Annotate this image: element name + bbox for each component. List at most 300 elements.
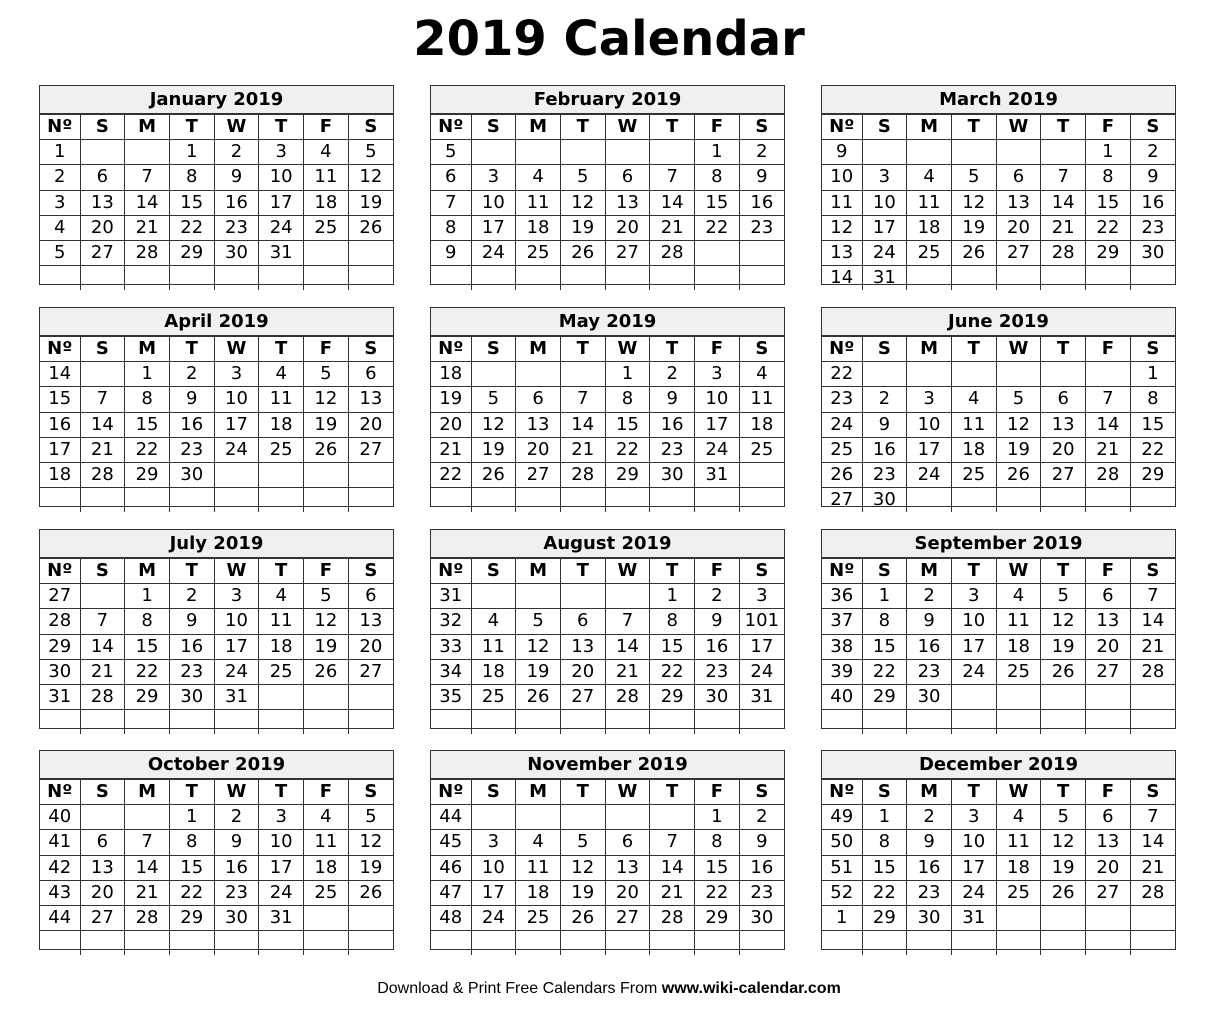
month-days-table — [822, 779, 1175, 955]
day-cell: 16 — [214, 190, 259, 215]
week-row — [822, 437, 1175, 462]
day-cell: 20 — [605, 215, 650, 240]
day-cell: 30 — [169, 684, 214, 709]
day-cell: 29 — [862, 905, 907, 930]
day-cell: 30 — [650, 462, 695, 487]
day-cell — [695, 240, 740, 265]
day-cell: 7 — [1041, 165, 1086, 190]
week-number-cell — [431, 710, 471, 735]
day-cell: 31 — [951, 905, 996, 930]
day-cell: 27 — [516, 462, 561, 487]
week-row — [40, 880, 393, 905]
day-cell — [951, 362, 996, 387]
weekday-header: F — [304, 559, 349, 584]
day-cell: 9 — [695, 609, 740, 634]
weekday-header: S — [739, 780, 784, 805]
month-title: January 2019 — [40, 86, 393, 114]
week-number-cell: 5 — [431, 140, 471, 165]
day-cell — [125, 266, 170, 291]
day-cell: 6 — [560, 609, 605, 634]
day-cell: 19 — [560, 880, 605, 905]
day-cell: 23 — [862, 462, 907, 487]
day-cell: 24 — [214, 437, 259, 462]
day-cell: 20 — [80, 880, 125, 905]
day-cell — [214, 266, 259, 291]
day-cell: 11 — [304, 830, 349, 855]
day-cell: 4 — [907, 165, 952, 190]
day-cell: 27 — [348, 659, 393, 684]
day-cell: 23 — [650, 437, 695, 462]
day-cell: 18 — [996, 634, 1041, 659]
day-cell: 30 — [214, 905, 259, 930]
day-cell: 16 — [1130, 190, 1175, 215]
month-title: October 2019 — [40, 751, 393, 779]
week-number-cell — [40, 710, 80, 735]
day-cell: 31 — [695, 462, 740, 487]
weekday-header: S — [1130, 337, 1175, 362]
day-cell: 21 — [125, 880, 170, 905]
day-cell — [1041, 684, 1086, 709]
day-cell: 6 — [80, 830, 125, 855]
day-cell: 28 — [560, 462, 605, 487]
day-cell — [259, 710, 304, 735]
day-cell: 22 — [1130, 437, 1175, 462]
day-cell: 28 — [80, 684, 125, 709]
month-days-table — [431, 558, 784, 734]
day-cell — [259, 266, 304, 291]
day-cell — [80, 584, 125, 609]
day-cell: 18 — [259, 412, 304, 437]
weekday-header: T — [560, 559, 605, 584]
day-cell — [695, 266, 740, 291]
day-cell: 20 — [516, 437, 561, 462]
week-number-cell: 22 — [822, 362, 862, 387]
week-number-cell: 44 — [40, 905, 80, 930]
footer-site-link[interactable]: www.wiki-calendar.com — [661, 980, 841, 997]
week-number-cell: 33 — [431, 634, 471, 659]
week-row — [822, 880, 1175, 905]
day-cell: 9 — [1130, 165, 1175, 190]
day-cell: 22 — [605, 437, 650, 462]
week-number-cell: 10 — [822, 165, 862, 190]
day-cell: 1 — [862, 805, 907, 830]
day-cell — [739, 462, 784, 487]
weekday-header: S — [348, 337, 393, 362]
day-cell — [304, 266, 349, 291]
day-cell — [907, 488, 952, 513]
day-cell: 8 — [1086, 165, 1131, 190]
day-cell: 6 — [605, 830, 650, 855]
weekday-header: F — [695, 559, 740, 584]
day-cell: 7 — [1130, 805, 1175, 830]
day-cell — [516, 710, 561, 735]
day-cell — [1130, 931, 1175, 956]
weekday-header: W — [605, 115, 650, 140]
day-cell: 18 — [516, 215, 561, 240]
week-number-cell — [431, 931, 471, 956]
day-cell: 22 — [125, 437, 170, 462]
day-cell — [471, 140, 516, 165]
day-cell: 27 — [605, 905, 650, 930]
weekday-header: W — [605, 337, 650, 362]
month-title: December 2019 — [822, 751, 1175, 779]
weekday-header: S — [80, 559, 125, 584]
day-cell: 4 — [471, 609, 516, 634]
day-cell: 23 — [695, 659, 740, 684]
weekday-header: T — [169, 337, 214, 362]
day-cell — [951, 931, 996, 956]
day-cell — [650, 488, 695, 513]
week-number-cell: 11 — [822, 190, 862, 215]
day-cell — [907, 362, 952, 387]
day-cell: 13 — [80, 190, 125, 215]
week-row — [822, 684, 1175, 709]
day-cell — [1041, 905, 1086, 930]
day-cell: 16 — [169, 634, 214, 659]
day-cell — [739, 240, 784, 265]
day-cell: 21 — [1130, 634, 1175, 659]
day-cell: 15 — [695, 190, 740, 215]
day-cell: 6 — [1086, 584, 1131, 609]
week-row — [431, 684, 784, 709]
day-cell: 15 — [862, 855, 907, 880]
week-number-cell: 13 — [822, 240, 862, 265]
day-cell — [1130, 266, 1175, 291]
week-number-cell: 1 — [822, 905, 862, 930]
week-number-cell: 31 — [40, 684, 80, 709]
day-cell: 10 — [907, 412, 952, 437]
day-cell: 25 — [304, 215, 349, 240]
week-row — [431, 710, 784, 735]
day-cell: 12 — [304, 609, 349, 634]
day-cell: 3 — [907, 387, 952, 412]
week-number-cell: 7 — [431, 190, 471, 215]
day-cell: 13 — [80, 855, 125, 880]
day-cell: 13 — [348, 387, 393, 412]
day-cell: 5 — [560, 165, 605, 190]
day-cell: 29 — [1086, 240, 1131, 265]
weekday-header: F — [695, 780, 740, 805]
day-cell: 15 — [605, 412, 650, 437]
weekday-header: F — [1086, 559, 1131, 584]
day-cell: 8 — [125, 387, 170, 412]
day-cell — [348, 931, 393, 956]
day-cell: 15 — [1086, 190, 1131, 215]
day-cell: 1 — [1130, 362, 1175, 387]
day-cell: 26 — [516, 684, 561, 709]
weekday-header: W — [214, 780, 259, 805]
day-cell — [169, 710, 214, 735]
week-number-cell: 23 — [822, 387, 862, 412]
day-cell: 21 — [80, 437, 125, 462]
week-row — [431, 387, 784, 412]
day-cell — [1086, 488, 1131, 513]
day-cell: 3 — [951, 805, 996, 830]
weekday-header: M — [125, 115, 170, 140]
day-cell — [169, 931, 214, 956]
day-cell: 10 — [471, 855, 516, 880]
week-number-header: Nº — [40, 559, 80, 584]
day-cell: 28 — [650, 240, 695, 265]
week-number-cell: 38 — [822, 634, 862, 659]
day-cell: 2 — [907, 584, 952, 609]
day-cell: 11 — [471, 634, 516, 659]
day-cell — [951, 684, 996, 709]
week-number-cell: 17 — [40, 437, 80, 462]
week-row — [431, 462, 784, 487]
day-cell: 4 — [996, 584, 1041, 609]
day-cell: 10 — [214, 609, 259, 634]
week-number-cell: 5 — [40, 240, 80, 265]
day-cell — [471, 805, 516, 830]
day-cell — [304, 905, 349, 930]
day-cell: 11 — [516, 855, 561, 880]
day-cell: 17 — [471, 215, 516, 240]
weekday-header: F — [1086, 115, 1131, 140]
day-cell — [1041, 140, 1086, 165]
day-cell: 6 — [516, 387, 561, 412]
day-cell — [951, 140, 996, 165]
week-number-cell: 46 — [431, 855, 471, 880]
day-cell: 18 — [471, 659, 516, 684]
day-cell — [516, 805, 561, 830]
day-cell: 27 — [1086, 880, 1131, 905]
day-cell: 18 — [304, 855, 349, 880]
day-cell: 23 — [169, 437, 214, 462]
day-cell: 19 — [348, 855, 393, 880]
week-number-cell: 42 — [40, 855, 80, 880]
day-cell — [1086, 905, 1131, 930]
weekday-header: F — [304, 337, 349, 362]
day-cell: 28 — [605, 684, 650, 709]
week-row — [822, 609, 1175, 634]
day-cell: 2 — [169, 362, 214, 387]
day-cell: 10 — [471, 190, 516, 215]
day-cell: 14 — [1041, 190, 1086, 215]
day-cell — [560, 266, 605, 291]
weekday-header: S — [348, 559, 393, 584]
day-cell: 14 — [1130, 830, 1175, 855]
weekday-header: T — [259, 115, 304, 140]
day-cell: 26 — [560, 240, 605, 265]
week-row — [40, 931, 393, 956]
day-cell: 7 — [605, 609, 650, 634]
month-title: February 2019 — [431, 86, 784, 114]
day-cell: 17 — [259, 190, 304, 215]
weekday-header-row — [431, 780, 784, 805]
day-cell: 19 — [516, 659, 561, 684]
week-row — [40, 584, 393, 609]
day-cell — [560, 488, 605, 513]
day-cell: 30 — [907, 684, 952, 709]
day-cell: 26 — [471, 462, 516, 487]
week-number-cell: 50 — [822, 830, 862, 855]
day-cell — [516, 488, 561, 513]
day-cell — [560, 710, 605, 735]
day-cell — [348, 462, 393, 487]
weekday-header: S — [862, 780, 907, 805]
day-cell: 1 — [169, 140, 214, 165]
day-cell — [1086, 684, 1131, 709]
month-calendar — [430, 529, 785, 729]
day-cell: 22 — [125, 659, 170, 684]
week-row — [431, 584, 784, 609]
weekday-header: T — [1041, 559, 1086, 584]
day-cell: 2 — [1130, 140, 1175, 165]
day-cell — [259, 931, 304, 956]
day-cell: 2 — [862, 387, 907, 412]
day-cell: 29 — [169, 905, 214, 930]
weekday-header: S — [1130, 780, 1175, 805]
day-cell: 21 — [650, 880, 695, 905]
weekday-header: S — [471, 780, 516, 805]
weekday-header-row — [431, 115, 784, 140]
day-cell: 5 — [348, 140, 393, 165]
weekday-header-row — [431, 559, 784, 584]
weekday-header: T — [650, 337, 695, 362]
day-cell — [516, 584, 561, 609]
day-cell: 1 — [169, 805, 214, 830]
week-row — [40, 190, 393, 215]
weekday-header: S — [1130, 115, 1175, 140]
day-cell: 18 — [304, 190, 349, 215]
day-cell — [1086, 710, 1131, 735]
day-cell: 19 — [1041, 855, 1086, 880]
week-number-cell — [431, 266, 471, 291]
day-cell: 22 — [695, 880, 740, 905]
week-number-cell: 14 — [40, 362, 80, 387]
weekday-header: T — [1041, 337, 1086, 362]
day-cell: 7 — [125, 830, 170, 855]
day-cell: 2 — [169, 584, 214, 609]
weekday-header-row — [40, 559, 393, 584]
week-row — [822, 266, 1175, 291]
day-cell: 28 — [1086, 462, 1131, 487]
week-row — [822, 634, 1175, 659]
day-cell — [259, 684, 304, 709]
day-cell: 26 — [951, 240, 996, 265]
weekday-header: M — [516, 559, 561, 584]
day-cell: 4 — [259, 584, 304, 609]
day-cell: 2 — [214, 140, 259, 165]
weekday-header: W — [214, 115, 259, 140]
weekday-header: S — [80, 115, 125, 140]
day-cell — [304, 684, 349, 709]
weekday-header: M — [516, 780, 561, 805]
day-cell: 17 — [951, 855, 996, 880]
day-cell: 12 — [348, 165, 393, 190]
week-row — [40, 462, 393, 487]
week-number-cell: 12 — [822, 215, 862, 240]
day-cell: 1 — [605, 362, 650, 387]
day-cell: 29 — [1130, 462, 1175, 487]
day-cell: 24 — [951, 880, 996, 905]
weekday-header: M — [516, 115, 561, 140]
day-cell — [169, 488, 214, 513]
week-row — [822, 710, 1175, 735]
week-number-cell — [822, 710, 862, 735]
week-row — [40, 855, 393, 880]
month-days-table — [822, 336, 1175, 512]
day-cell: 20 — [1041, 437, 1086, 462]
day-cell: 20 — [605, 880, 650, 905]
week-number-cell: 35 — [431, 684, 471, 709]
day-cell: 11 — [739, 387, 784, 412]
day-cell: 21 — [80, 659, 125, 684]
day-cell: 11 — [996, 830, 1041, 855]
week-row — [40, 634, 393, 659]
day-cell: 20 — [1086, 634, 1131, 659]
week-number-cell: 40 — [822, 684, 862, 709]
day-cell — [348, 684, 393, 709]
day-cell — [348, 488, 393, 513]
day-cell: 29 — [650, 684, 695, 709]
day-cell — [471, 931, 516, 956]
week-number-cell: 44 — [431, 805, 471, 830]
day-cell: 12 — [1041, 830, 1086, 855]
week-number-cell: 34 — [431, 659, 471, 684]
month-days-table — [431, 779, 784, 955]
weekday-header: S — [862, 115, 907, 140]
week-number-header: Nº — [822, 780, 862, 805]
week-number-cell: 22 — [431, 462, 471, 487]
day-cell: 24 — [695, 437, 740, 462]
month-calendar — [430, 750, 785, 950]
day-cell — [605, 488, 650, 513]
day-cell: 15 — [650, 634, 695, 659]
weekday-header: W — [605, 559, 650, 584]
day-cell: 23 — [739, 215, 784, 240]
day-cell — [996, 931, 1041, 956]
day-cell: 6 — [1086, 805, 1131, 830]
day-cell — [739, 266, 784, 291]
day-cell — [650, 710, 695, 735]
day-cell: 12 — [951, 190, 996, 215]
day-cell: 11 — [304, 165, 349, 190]
day-cell: 25 — [907, 240, 952, 265]
day-cell — [214, 488, 259, 513]
day-cell — [862, 710, 907, 735]
month-title: September 2019 — [822, 530, 1175, 558]
day-cell — [1130, 710, 1175, 735]
day-cell — [348, 905, 393, 930]
day-cell: 10 — [259, 830, 304, 855]
day-cell: 14 — [650, 190, 695, 215]
week-row — [822, 387, 1175, 412]
day-cell — [516, 266, 561, 291]
day-cell: 1 — [695, 140, 740, 165]
weekday-header: T — [560, 780, 605, 805]
month-calendar — [39, 85, 394, 285]
week-row — [431, 240, 784, 265]
day-cell: 11 — [907, 190, 952, 215]
week-row — [431, 805, 784, 830]
day-cell — [125, 931, 170, 956]
day-cell: 30 — [739, 905, 784, 930]
week-row — [431, 140, 784, 165]
day-cell: 17 — [862, 215, 907, 240]
day-cell: 18 — [516, 880, 561, 905]
day-cell — [304, 488, 349, 513]
day-cell: 23 — [214, 215, 259, 240]
day-cell: 5 — [996, 387, 1041, 412]
week-number-cell: 49 — [822, 805, 862, 830]
week-row — [822, 931, 1175, 956]
day-cell: 19 — [304, 634, 349, 659]
day-cell — [259, 462, 304, 487]
day-cell: 2 — [650, 362, 695, 387]
day-cell: 7 — [125, 165, 170, 190]
